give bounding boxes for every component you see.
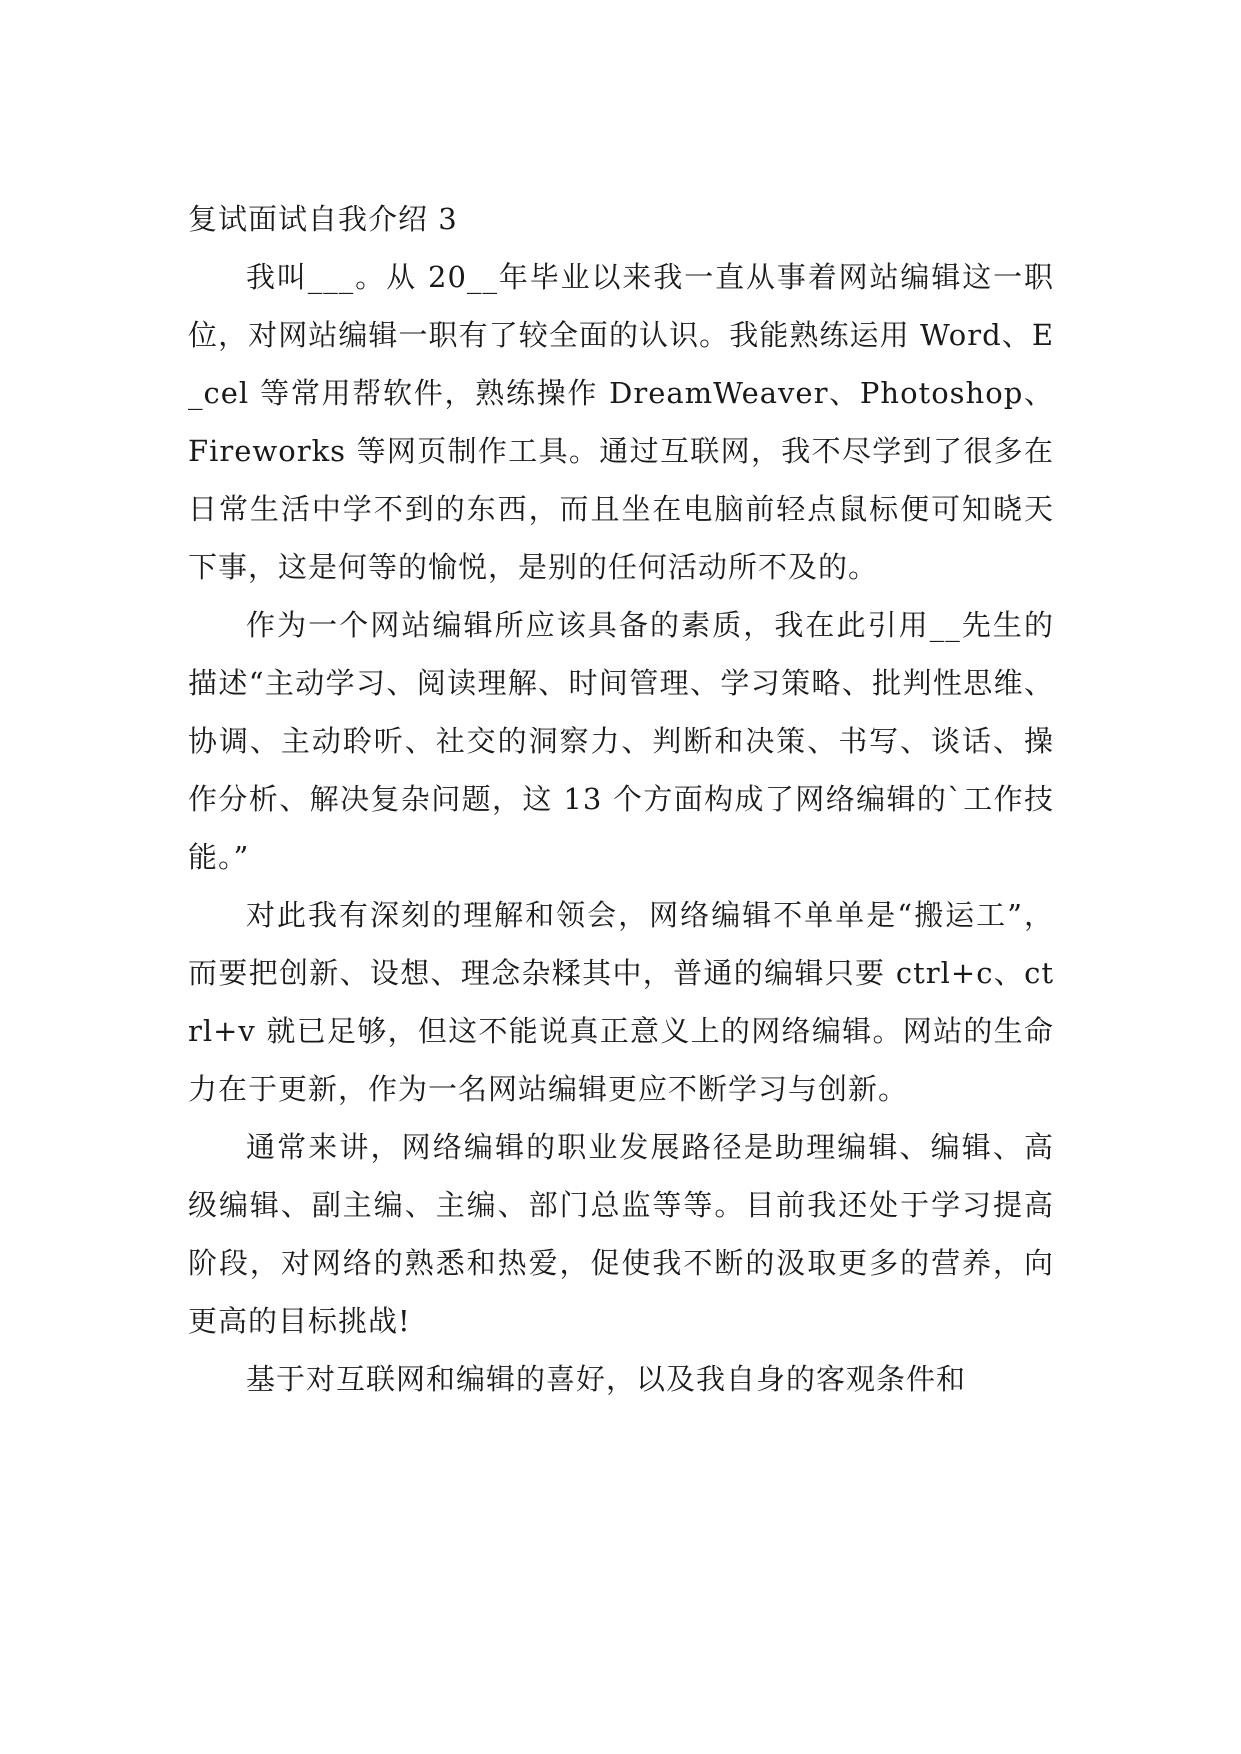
paragraph-intro: 我叫___。从 20__年毕业以来我一直从事着网站编辑这一职位，对网站编辑一职有了较全面的认识。我能熟练运用 Word、E_cel 等常用帮软件，熟练操作 DreamWeaver、Photoshop、Fireworks 等网页制作工具。通过互联网，我不尽学到了很多在日常生活中学不到的东西，而且坐在电脑前轻点鼠标便可知晓天下事，这是何等的愉悦，是别的任何活动所不及的。 [188, 260, 1054, 584]
document-body [188, 190, 1054, 1408]
document-title: 复试面试自我介绍 3 [188, 202, 458, 236]
paragraph-conclusion: 基于对互联网和编辑的喜好，以及我自身的客观条件和 [246, 1362, 967, 1396]
paragraph-understanding: 对此我有深刻的理解和领会，网络编辑不单单是“搬运工”，而要把创新、设想、理念杂糅其中，普通的编辑只要 ctrl+c、ctrl+v 就已足够，但这不能说真正意义上的网络编辑。网站的生命力在于更新，作为一名网站编辑更应不断学习与创新。 [188, 898, 1054, 1106]
paragraph-qualities: 作为一个网站编辑所应该具备的素质，我在此引用__先生的描述“主动学习、阅读理解、时间管理、学习策略、批判性思维、协调、主动聆听、社交的洞察力、判断和决策、书写、谈话、操作分析、解决复杂问题，这 13 个方面构成了网络编辑的`工作技能。” [188, 608, 1054, 874]
paragraph-career-path: 通常来讲，网络编辑的职业发展路径是助理编辑、编辑、高级编辑、副主编、主编、部门总监等等。目前我还处于学习提高阶段，对网络的熟悉和热爱，促使我不断的汲取更多的营养，向更高的目标挑战! [188, 1130, 1054, 1338]
